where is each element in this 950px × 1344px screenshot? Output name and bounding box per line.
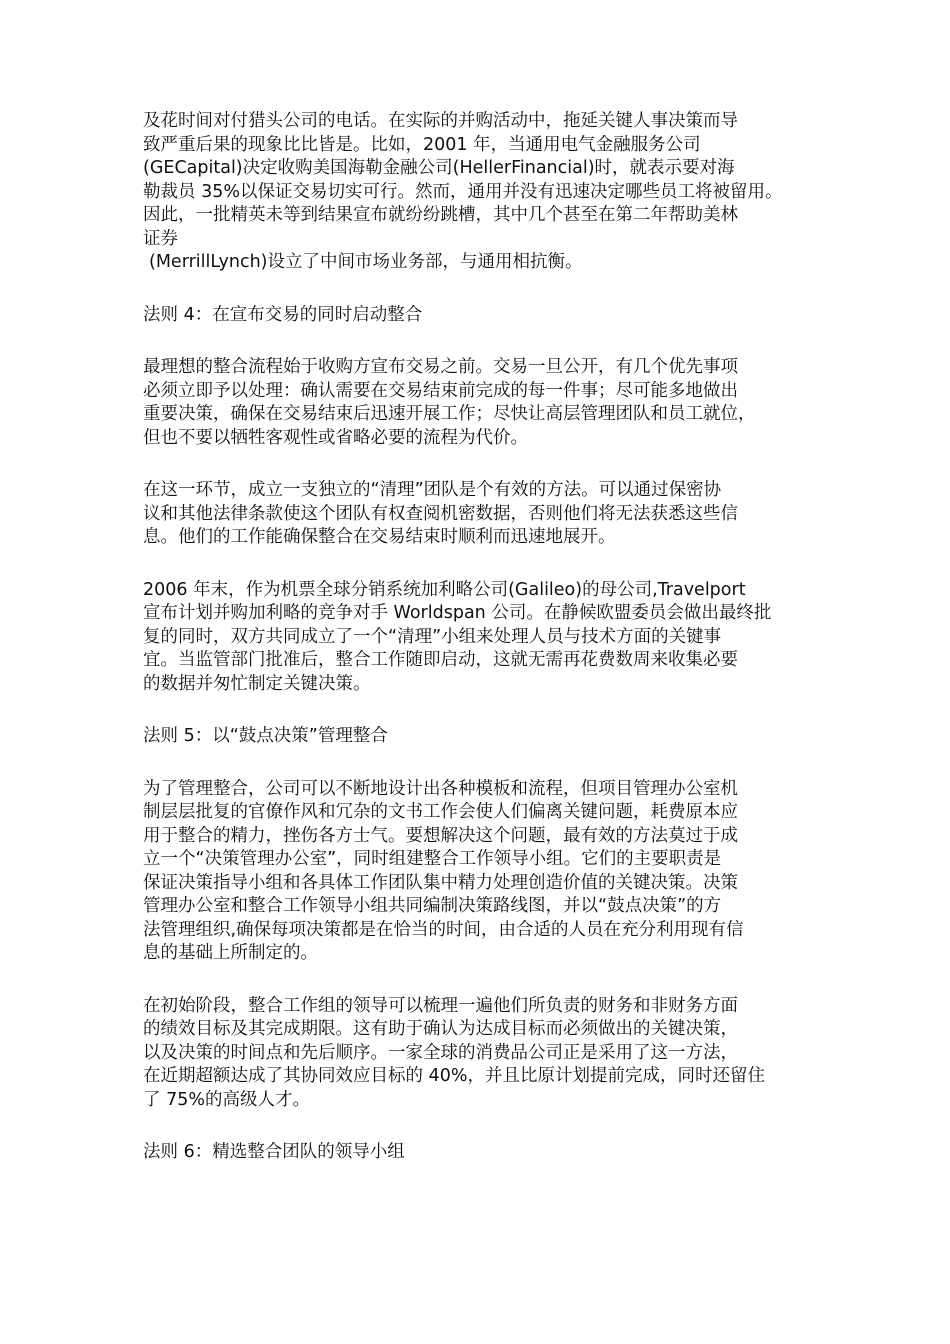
text-line: 因此，一批精英未等到结果宣布就纷纷跳槽，其中几个甚至在第二年帮助美林	[143, 205, 738, 225]
text-line: (GECapital)决定收购美国海勒金融公司(HellerFinancial)时，就表示要对海	[143, 158, 735, 178]
paragraph-talent-retention	[143, 110, 813, 275]
text-line: 立一个“决策管理办公室”，同时组建整合工作领导小组。它们的主要职责是	[143, 849, 722, 869]
text-line: 在初始阶段，整合工作组的领导可以梳理一遍他们所负责的财务和非财务方面	[143, 995, 738, 1016]
text-line: 息的基础上所制定的。	[143, 943, 318, 963]
text-line: 在这一环节，成立一支独立的“清理”团队是个有效的方法。可以通过保密协	[143, 480, 722, 500]
text-line: 勒裁员 35%以保证交易切实可行。然而，通用并没有迅速决定哪些员工将被留用。	[143, 181, 783, 202]
document-page	[143, 110, 813, 1194]
paragraph-decision-office	[143, 778, 813, 966]
text-line: 制层层批复的官僚作风和冗杂的文书工作会使人们偏离关键问题，耗费原本应	[143, 802, 738, 822]
text-line: (MerrillLynch)设立了中间市场业务部，与通用相抗衡。	[149, 252, 583, 272]
section-heading-rule-6: 法则 6：精选整合团队的领导小组	[143, 1142, 405, 1162]
text-line: 宣布计划并购加利略的竞争对手 Worldspan 公司。在静候欧盟委员会做出最终批	[143, 603, 772, 623]
text-line: 的绩效目标及其完成期限。这有助于确认为达成目标而必须做出的关键决策，	[143, 1019, 738, 1039]
text-line: 息。他们的工作能确保整合在交易结束时顺利而迅速地展开。	[143, 527, 616, 547]
paragraph-travelport-example	[143, 579, 813, 697]
paragraph-initial-stage	[143, 995, 813, 1113]
text-line: 及花时间对付猎头公司的电话。在实际的并购活动中，拖延关键人事决策而导	[143, 111, 738, 131]
text-line: 的数据并匆忙制定关键决策。	[143, 673, 371, 694]
text-line: 宜。当监管部门批准后，整合工作随即启动，这就无需再花费数周来收集必要	[143, 650, 738, 670]
paragraph-clean-team	[143, 479, 813, 550]
text-line: 证券	[143, 228, 178, 249]
text-line: 了 75%的高级人才。	[143, 1089, 310, 1110]
text-line: 法管理组织,确保每项决策都是在恰当的时间，由合适的人员在充分利用现有信	[143, 919, 744, 940]
section-heading-rule-5: 法则 5：以“鼓点决策”管理整合	[143, 726, 388, 746]
section-heading-rule-4: 法则 4：在宣布交易的同时启动整合	[143, 304, 423, 325]
text-line: 致严重后果的现象比比皆是。比如，2001 年，当通用电气金融服务公司	[143, 134, 701, 155]
paragraph-integration-start	[143, 356, 813, 450]
text-line: 在近期超额达成了其协同效应目标的 40%，并且比原计划提前完成，同时还留住	[143, 1066, 765, 1086]
text-line: 保证决策指导小组和各具体工作团队集中精力处理创造价值的关键决策。决策	[143, 872, 738, 893]
text-line: 用于整合的精力，挫伤各方士气。要想解决这个问题，最有效的方法莫过于成	[143, 825, 738, 846]
text-line: 最理想的整合流程始于收购方宣布交易之前。交易一旦公开，有几个优先事项	[143, 357, 738, 377]
text-line: 管理办公室和整合工作领导小组共同编制决策路线图，并以“鼓点决策”的方	[143, 896, 722, 916]
text-line: 但也不要以牺牲客观性或省略必要的流程为代价。	[143, 427, 528, 448]
text-line: 以及决策的时间点和先后顺序。一家全球的消费品公司正是采用了这一方法，	[143, 1042, 738, 1063]
text-line: 为了管理整合，公司可以不断地设计出各种模板和流程，但项目管理办公室机	[143, 778, 738, 799]
text-line: 议和其他法律条款使这个团队有权查阅机密数据，否则他们将无法获悉这些信	[143, 503, 738, 524]
text-line: 2006 年末，作为机票全球分销系统加利略公司(Galileo)的母公司,Travelport	[143, 579, 746, 600]
text-line: 复的同时，双方共同成立了一个“清理”小组来处理人员与技术方面的关键事	[143, 626, 722, 647]
text-line: 重要决策，确保在交易结束后迅速开展工作；尽快让高层管理团队和员工就位，	[143, 404, 756, 424]
text-line: 必须立即予以处理：确认需要在交易结束前完成的每一件事；尽可能多地做出	[143, 380, 738, 401]
